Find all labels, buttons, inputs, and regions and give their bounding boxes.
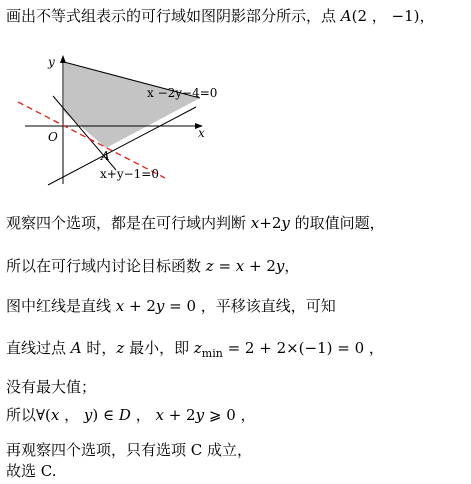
x-axis-label: x — [198, 126, 205, 140]
y-axis-label: y — [48, 55, 55, 69]
line1-label: x −2y−4=0 — [147, 86, 218, 100]
p2-text: 所以在可行域内讨论目标函数 — [6, 257, 206, 275]
p7-text: 再观察四个选项，只有选项 C 成立， — [6, 441, 253, 459]
p4-min-text: 最小，即 — [124, 339, 194, 357]
paragraph-1 — [6, 214, 385, 232]
p6-var-y: y — [83, 406, 93, 424]
p6-sep: ， — [130, 406, 156, 424]
p6-in: ) ∈ — [92, 406, 119, 424]
p8-text: 故选 C. — [6, 462, 57, 480]
p4-point: A — [70, 339, 82, 357]
point-a-label: A — [340, 7, 352, 25]
p6-var-y2: y — [195, 406, 205, 424]
p1-tail: 的取值问题， — [289, 214, 385, 232]
p4-var-z2: z — [193, 339, 202, 357]
p1-plus: +2 — [259, 214, 282, 232]
paragraph-6 — [6, 406, 256, 424]
p4-subscript: min — [201, 347, 223, 360]
p4-calc: = 2 + 2×(−1) = 0 ， — [222, 339, 384, 357]
p2-eq: = — [213, 257, 236, 275]
p6-text: 所以∀( — [6, 406, 51, 424]
paragraph-7 — [6, 441, 252, 459]
p6-plus: + 2 — [163, 406, 196, 424]
p1-var-x: x — [250, 214, 260, 232]
p2-var-z: z — [205, 257, 214, 275]
paragraph-2 — [6, 257, 299, 275]
p5-text: 没有最大值； — [6, 378, 97, 396]
p3-text: 图中红线是直线 — [6, 297, 116, 315]
line2-label: x+y−1=0 — [100, 167, 159, 181]
p2-tail: ， — [284, 257, 300, 275]
paragraph-3 — [6, 297, 336, 315]
paragraph-8 — [6, 462, 56, 480]
p6-var-d: D — [118, 406, 131, 424]
point-a-figure-label: A — [101, 149, 110, 163]
p4-when: 时， — [81, 339, 117, 357]
p6-var-x: x — [50, 406, 60, 424]
p3-tail: = 0 ，平移该直线，可知 — [164, 297, 336, 315]
p6-var-x2: x — [155, 406, 164, 424]
p6-comma: ， — [59, 406, 84, 424]
p1-var-y: y — [281, 214, 290, 232]
p4-var-z: z — [116, 339, 125, 357]
p3-var-x: x — [115, 297, 125, 315]
p2-plus: + 2 — [244, 257, 276, 275]
p4-text: 直线过点 — [6, 339, 71, 357]
intro-text: 画出不等式组表示的可行域如图阴影部分所示，点 — [6, 7, 341, 25]
paragraph-4 — [6, 339, 384, 363]
shaded-region — [64, 62, 200, 148]
origin-label: O — [48, 130, 58, 144]
p6-tail: ⩾ 0 ， — [204, 406, 256, 424]
point-a-coords: (2 ， −1)， — [351, 7, 435, 25]
p2-var-y: y — [275, 257, 285, 275]
p3-plus: + 2 — [124, 297, 156, 315]
p1-text: 观察四个选项，都是在可行域内判断 — [6, 214, 251, 232]
paragraph-5 — [6, 378, 96, 396]
p3-var-y: y — [155, 297, 165, 315]
p2-var-x: x — [235, 257, 245, 275]
